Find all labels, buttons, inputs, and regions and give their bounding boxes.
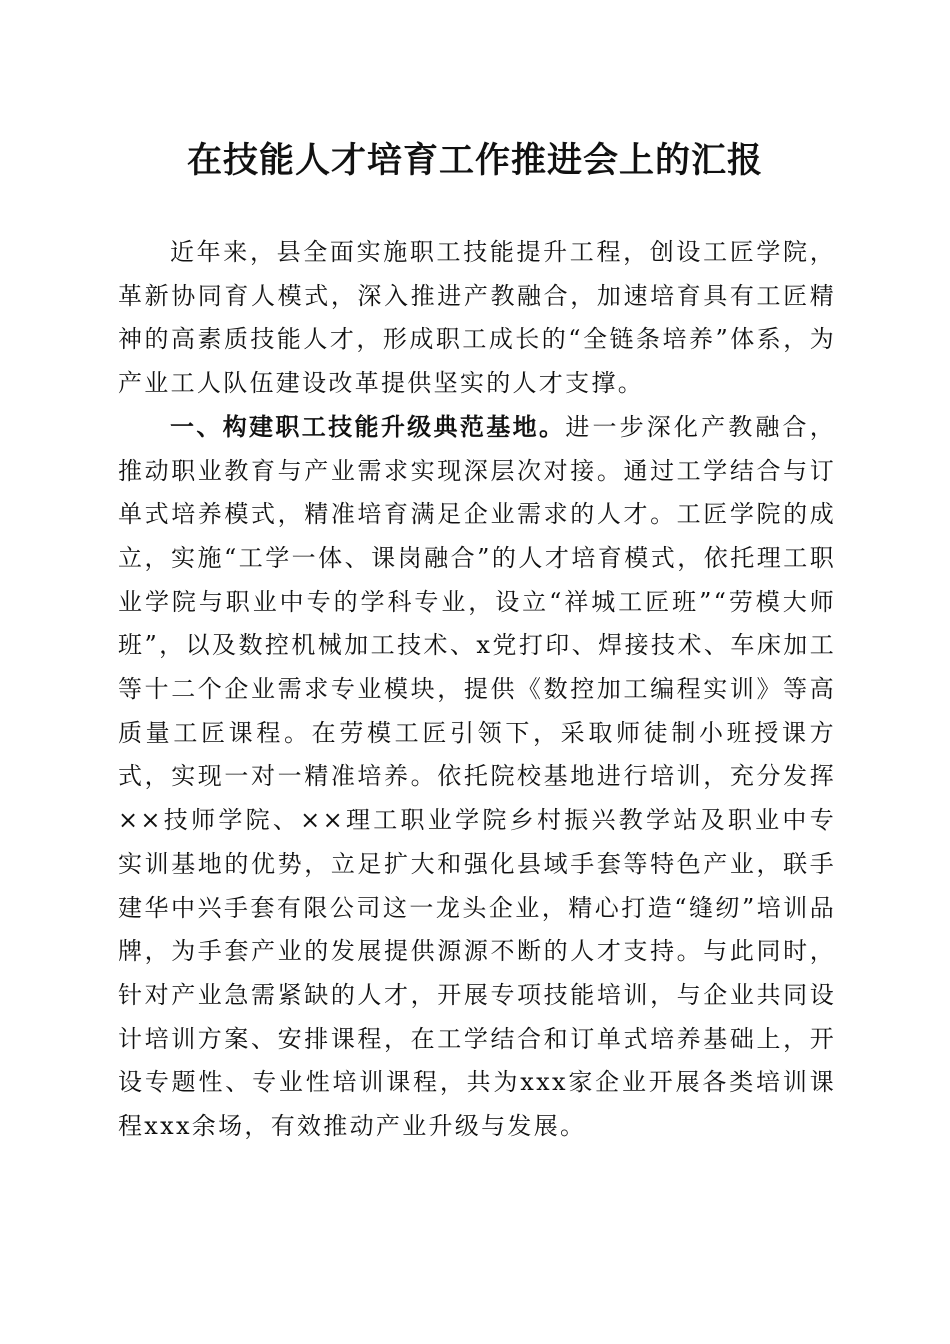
document-body: [118, 231, 836, 1149]
document-title: 在技能人才培育工作推进会上的汇报: [186, 140, 763, 181]
section-1-heading: 一、构建职工技能升级典范基地。: [170, 412, 566, 441]
section-1-text: 进一步深化产教融合，推动职业教育与产业需求实现深层次对接。通过工学结合与订单式培养模式，精准培育满足企业需求的人才。工匠学院的成立，实施“工学一体、课岗融合”的人才培育模式，依托理工职业学院与职业中专的学科专业，设立“祥城工匠班”“劳模大师班”，以及数控机械加工技术、x党打印、焊接技术、车床加工等十二个企业需求专业模块，提供《数控加工编程实训》等高质量工匠课程。在劳模工匠引领下，采取师徒制小班授课方式，实现一对一精准培养。依托院校基地进行培训，充分发挥××技师学院、××理工职业学院乡村振兴教学站及职业中专实训基地的优势，立足扩大和强化县域手套等特色产业，联手建华中兴手套有限公司这一龙头企业，精心打造“缝纫”培训品牌，为手套产业的发展提供源源不断的人才支持。与此同时，针对产业急需紧缺的人才，开展专项技能培训，与企业共同设计培训方案、安排课程，在工学结合和订单式培养基础上，开设专题性、专业性培训课程，共为xxx家企业开展各类培训课程xxx余场，有效推动产业升级与发展。: [118, 412, 836, 1141]
intro-paragraph-text: 近年来，县全面实施职工技能提升工程，创设工匠学院，革新协同育人模式，深入推进产教融合，加速培育具有工匠精神的高素质技能人才，形成职工成长的“全链条培养”体系，为产业工人队伍建设改革提供坚实的人才支撑。: [118, 238, 836, 398]
section-1-paragraph: [118, 406, 836, 1149]
intro-paragraph: [118, 231, 836, 406]
